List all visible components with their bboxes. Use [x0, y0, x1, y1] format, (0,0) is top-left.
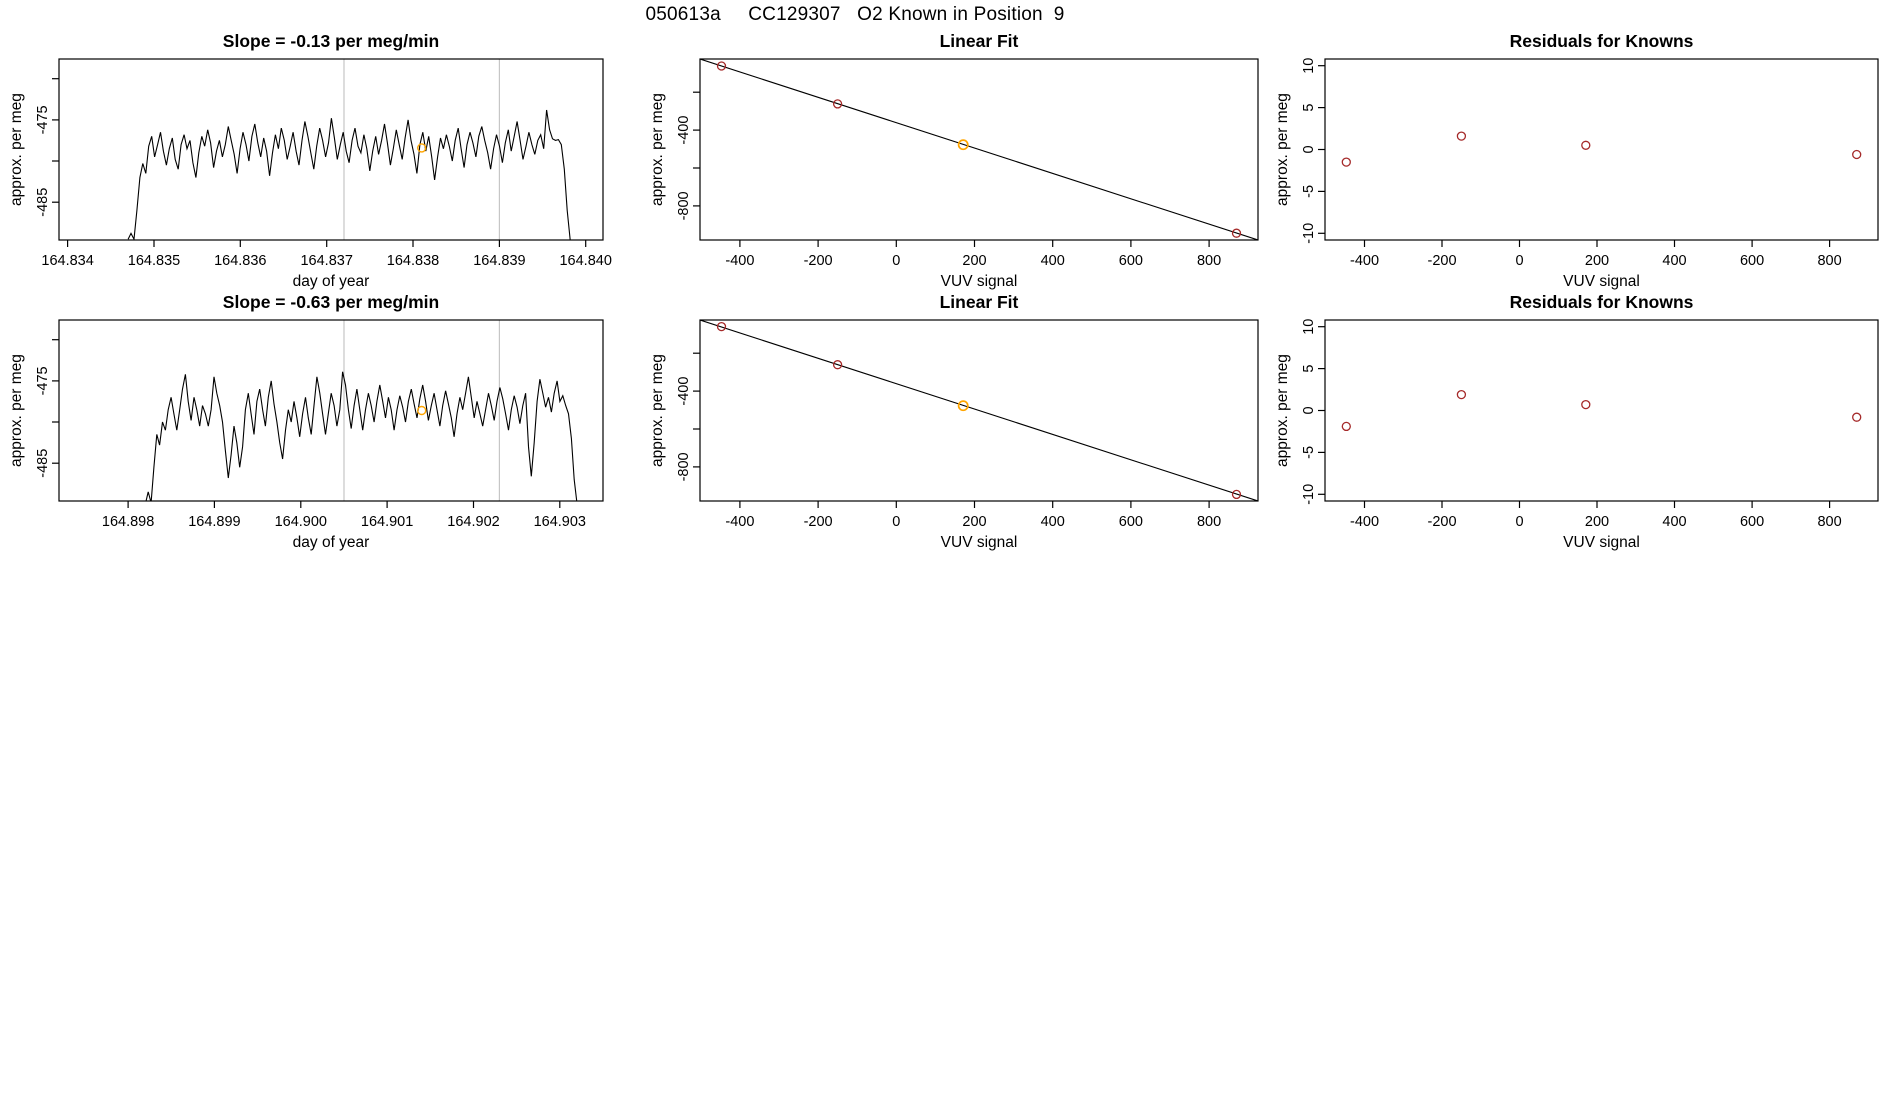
y-tick-label: 5 — [1301, 364, 1317, 373]
x-tick-label: 400 — [1662, 253, 1687, 269]
x-tick-label: 600 — [1739, 253, 1765, 269]
x-tick-label: 164.834 — [41, 253, 94, 269]
data-series-line — [145, 372, 577, 505]
y-tick-label: -485 — [35, 448, 51, 478]
panel-linear-fit-1 — [649, 31, 1258, 290]
x-tick-label: 164.902 — [447, 514, 500, 530]
x-tick-label: 400 — [1040, 253, 1065, 269]
y-tick-label: -400 — [676, 376, 692, 406]
y-axis-label: approx. per meg — [8, 354, 25, 467]
known-point — [1582, 141, 1590, 149]
highlight-point — [418, 144, 426, 152]
x-tick-label: 600 — [1118, 514, 1144, 530]
x-tick-label: -400 — [725, 514, 755, 530]
x-tick-label: 164.898 — [101, 514, 155, 530]
x-tick-label: 0 — [892, 253, 901, 269]
y-tick-label: -475 — [35, 105, 51, 135]
known-point — [1853, 413, 1861, 421]
x-tick-label: 800 — [1817, 253, 1842, 269]
x-tick-label: 164.835 — [127, 253, 181, 269]
known-point — [1457, 132, 1465, 140]
panel-linear-fit-2 — [649, 292, 1258, 551]
y-axis-label: approx. per meg — [8, 93, 25, 206]
y-tick-label: -400 — [676, 115, 692, 145]
x-tick-label: -400 — [1349, 514, 1380, 530]
known-point — [1582, 401, 1590, 409]
y-tick-label: -5 — [1301, 184, 1317, 198]
x-tick-label: 164.899 — [188, 514, 241, 530]
x-tick-label: 200 — [962, 514, 987, 530]
x-tick-label: 0 — [892, 514, 901, 530]
panel-title: Slope = -0.63 per meg/min — [222, 292, 440, 312]
plot-box — [1325, 320, 1878, 501]
x-tick-label: 800 — [1196, 514, 1222, 530]
x-tick-label: 200 — [962, 253, 987, 269]
x-axis-label: VUV signal — [940, 534, 1018, 551]
y-tick-label: 0 — [1301, 406, 1317, 415]
panel-residuals-2 — [1274, 292, 1878, 551]
x-tick-label: 600 — [1739, 514, 1765, 530]
y-tick-label: -10 — [1301, 222, 1317, 244]
y-tick-label: 10 — [1301, 57, 1317, 74]
x-tick-label: 164.838 — [386, 253, 440, 269]
x-tick-label: -200 — [1427, 253, 1457, 269]
y-axis-label: approx. per meg — [1274, 93, 1291, 206]
fit-line — [700, 59, 1258, 240]
known-point — [1457, 391, 1465, 399]
x-tick-label: -200 — [803, 253, 833, 269]
x-tick-label: 800 — [1817, 514, 1842, 530]
y-tick-label: 10 — [1301, 318, 1317, 335]
y-tick-label: 0 — [1301, 145, 1317, 154]
fit-line — [700, 320, 1258, 501]
x-tick-label: 164.840 — [559, 253, 612, 269]
x-tick-label: 200 — [1584, 514, 1610, 530]
y-tick-label: 5 — [1301, 103, 1317, 112]
x-tick-label: 164.903 — [533, 514, 587, 530]
plot-box — [59, 320, 603, 501]
x-tick-label: 0 — [1515, 253, 1524, 269]
x-tick-label: 164.837 — [300, 253, 353, 269]
plot-box — [1325, 59, 1878, 240]
y-tick-label: -475 — [35, 366, 51, 396]
x-tick-label: -400 — [1349, 253, 1380, 269]
known-point — [1342, 158, 1350, 166]
known-point — [1853, 151, 1861, 159]
x-tick-label: 400 — [1662, 514, 1687, 530]
x-axis-label: VUV signal — [1563, 534, 1640, 551]
x-tick-label: 400 — [1040, 514, 1065, 530]
x-tick-label: 164.839 — [473, 253, 526, 269]
panel-residuals-1 — [1274, 31, 1878, 290]
panel-title: Residuals for Knowns — [1509, 292, 1694, 312]
y-tick-label: -5 — [1301, 445, 1317, 459]
y-tick-label: -800 — [676, 191, 692, 221]
y-axis-label: approx. per meg — [649, 93, 666, 206]
known-point — [1342, 422, 1350, 430]
panel-timeseries-1 — [8, 31, 612, 290]
panel-title: Residuals for Knowns — [1509, 31, 1694, 51]
y-tick-label: -800 — [676, 452, 692, 482]
x-axis-label: day of year — [292, 273, 370, 290]
y-axis-label: approx. per meg — [1274, 354, 1291, 467]
x-axis-label: day of year — [292, 534, 370, 551]
panel-timeseries-2 — [8, 292, 603, 551]
x-tick-label: 200 — [1584, 253, 1610, 269]
panel-title: Linear Fit — [939, 292, 1019, 312]
x-tick-label: 600 — [1118, 253, 1144, 269]
y-tick-label: -485 — [35, 187, 51, 217]
y-axis-label: approx. per meg — [649, 354, 666, 467]
x-tick-label: 164.901 — [360, 514, 414, 530]
y-tick-label: -10 — [1301, 483, 1317, 505]
x-tick-label: 164.836 — [214, 253, 267, 269]
figure-title: 050613a CC129307 O2 Known in Position 9 — [645, 4, 1065, 25]
x-tick-label: 164.900 — [274, 514, 328, 530]
panel-title: Linear Fit — [939, 31, 1019, 51]
x-tick-label: -200 — [1427, 514, 1457, 530]
x-tick-label: -200 — [803, 514, 833, 530]
x-axis-label: VUV signal — [1563, 273, 1640, 290]
x-tick-label: -400 — [725, 253, 755, 269]
x-tick-label: 800 — [1196, 253, 1222, 269]
highlight-point — [418, 407, 426, 415]
panel-title: Slope = -0.13 per meg/min — [222, 31, 440, 51]
data-series-line — [128, 110, 570, 240]
x-axis-label: VUV signal — [940, 273, 1018, 290]
x-tick-label: 0 — [1515, 514, 1524, 530]
